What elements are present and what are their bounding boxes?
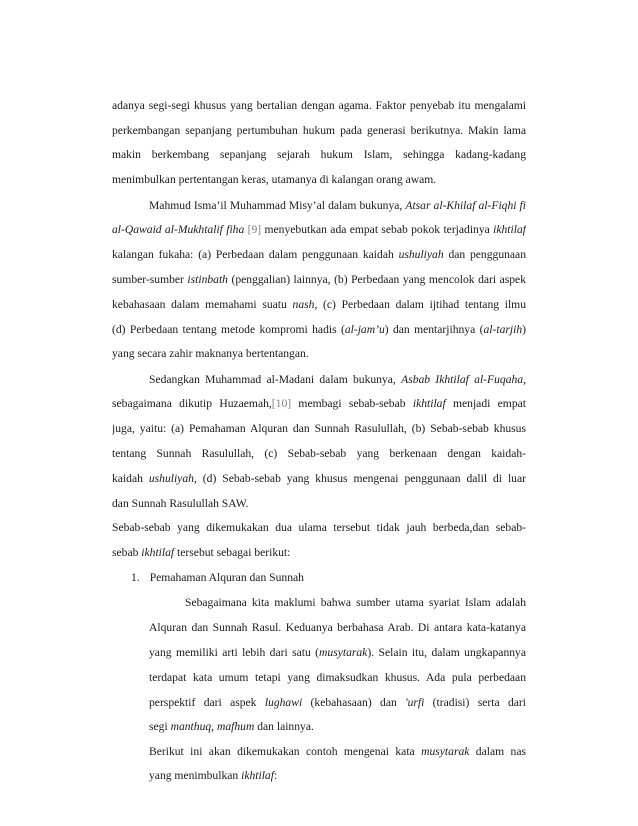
text: sebagaimana dikutip Huzaemah, [112,397,272,410]
term: ushuliyah [398,248,444,261]
term: musytarak [319,646,368,659]
text: (d) Perbedaan tentang metode kompromi hadis ( [112,323,345,336]
text: ) [522,323,526,336]
text: kaidah [112,472,149,485]
example-intro-line [149,744,526,760]
example-intro-line [149,768,277,784]
text: tersebut sebagai berikut: [174,546,291,559]
text: sebab [112,546,142,559]
term: nash [292,298,315,311]
term: al-tarjih [483,323,523,336]
text: kalangan fukaha: (a) Perbedaan dalam penggunaan kaidah [112,248,399,261]
text: Sedangkan Muhammad al-Madani dalam bukunya, [149,373,402,386]
text: terdapat kata umum tetapi yang dimaksudkan khusus. Ada pula perbedaan [149,671,526,684]
list-number: 1. [131,571,140,584]
term: ikhtilaf [141,546,175,559]
text: (tradisi) serta dari [424,696,526,709]
text: : [273,769,278,782]
text: Sebagaimana kita maklumi bahwa sumber utama syariat Islam adalah [185,596,526,609]
text: ) dan mentarjihnya ( [384,323,484,336]
text: perkembangan sepanjang pertumbuhan hukum pada generasi berikutnya. Makin lama [112,124,526,137]
term: lughawi [264,696,303,709]
text: tentang Sunnah Rasulullah, (c) Sebab-sebab yang berkenaan dengan kaidah- [112,447,526,460]
text: dan lainnya. [254,720,314,733]
text: dan penggunaan [443,248,526,261]
term: istinbath [187,273,228,286]
text: dan Sunnah Rasulullah SAW. [112,497,249,510]
text: Alquran dan Sunnah Rasul. Keduanya berbahasa Arab. Di antara kata-katanya [149,621,526,634]
term: ikhtilaf [241,769,274,782]
text: dalam nas [475,745,526,758]
text: juga, yaitu: (a) Pemahaman Alquran dan Sunnah Rasulullah, (b) Sebab-sebab khusus [112,422,526,435]
term: musytarak [421,745,470,758]
term: ushuliyah [148,472,194,485]
text: (penggalian) lainnya, (b) Perbedaan yang mencolok dari aspek [227,273,526,286]
text: , (d) Sebab-sebab yang khusus mengenai penggunaan dalil di luar [193,472,526,485]
text: , [523,373,526,386]
text: makin berkembang sepanjang sejarah hukum Islam, sehingga kadang-kadang [112,148,526,161]
text: ). Selain itu, dalam ungkapannya [367,646,526,659]
footnote-ref[interactable]: [10] [271,397,292,410]
text: Berikut ini akan dikemukakan contoh mengenai kata [149,745,422,758]
text: membagi sebab-sebab [291,397,413,410]
book-title: Asbab Ikhtilaf al-Fuqaha [401,373,524,386]
book-title: al-Qawaid al-Mukhtalif fiha [112,223,245,236]
text: menyebutkan ada empat sebab pokok terjadinya [261,223,494,236]
book-title: Atsar al-Khilaf al-Fiqhi fi [405,199,526,212]
text: Mahmud Isma’il Muhammad Misy’al dalam bukunya, [149,199,406,212]
term: ikhtilaf [493,223,526,236]
list-title: Pemahaman Alquran dan Sunnah [149,571,304,584]
text: perspektif dari aspek [149,696,265,709]
text: segi [149,720,171,733]
footnote-ref[interactable]: [9] [247,223,262,236]
text: (kebahasaan) dan [302,696,406,709]
text: adanya segi-segi khusus yang bertalian dengan agama. Faktor penyebab itu mengalami [112,99,526,112]
term: ikhtilaf [412,397,446,410]
text: kebahasaan dalam memahami suatu [112,298,293,311]
text: yang secara zahir maknanya bertentangan. [112,347,309,360]
text: , (c) Perbedaan dalam ijtihad tentang ilmu [314,298,526,311]
term: al-jam’u [344,323,385,336]
text: sumber-sumber [112,273,188,286]
text: yang menimbulkan [149,769,242,782]
text: menjadi empat [453,397,526,410]
term: manthuq, mafhum [170,720,255,733]
text: menimbulkan pertentangan keras, utamanya di kalangan orang awam. [112,173,437,186]
term: 'urfi [405,696,425,709]
text: yang memiliki arti lebih dari satu ( [149,646,320,659]
text: Sebab-sebab yang dikemukakan dua ulama tersebut tidak jauh berbeda,dan sebab- [112,521,526,534]
